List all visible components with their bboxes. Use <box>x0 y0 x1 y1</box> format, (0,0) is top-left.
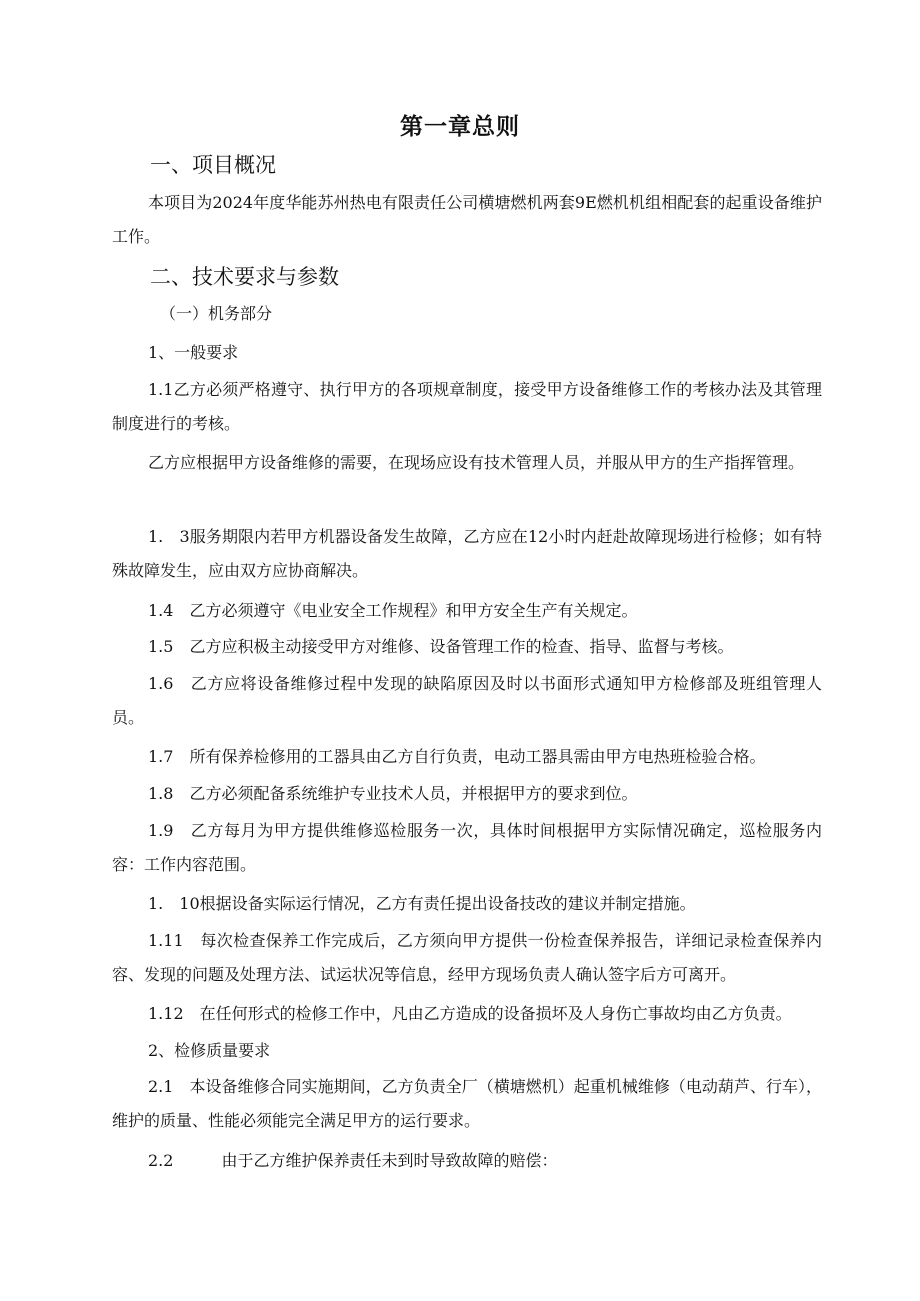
paragraph-project-overview: 本项目为2024年度华能苏州热电有限责任公司横塘燃机两套9E燃机机组相配套的起重设备维护工作。 <box>112 193 822 246</box>
item-heading-general-requirements: 1、一般要求 <box>148 343 239 362</box>
paragraph-1-12: 1.12 在任何形式的检修工作中，凡由乙方造成的设备损坏及人身伤亡事故均由乙方负责。 <box>148 1004 792 1023</box>
paragraph-1-6: 1.6 乙方应将设备维修过程中发现的缺陷原因及时以书面形式通知甲方检修部及班组管理人员。 <box>112 674 822 727</box>
paragraph-1-10: 1. 10根据设备实际运行情况，乙方有责任提出设备技改的建议并制定措施。 <box>148 894 696 913</box>
paragraph-1-2: 乙方应根据甲方设备维修的需要，在现场应设有技术管理人员，并服从甲方的生产指挥管理。 <box>148 453 805 472</box>
paragraph-1-3: 1. 3服务期限内若甲方机器设备发生故障，乙方应在12小时内赶赴故障现场进行检修；如有特殊故障发生，应由双方应协商解决。 <box>112 527 822 580</box>
paragraph-2-1: 2.1 本设备维修合同实施期间，乙方负责全厂（横塘燃机）起重机械维修（电动葫芦、行车），维护的质量、性能必须能完全满足甲方的运行要求。 <box>112 1077 822 1130</box>
paragraph-1-11: 1.11 每次检查保养工作完成后，乙方须向甲方提供一份检查保养报告，详细记录检查保养内容、发现的问题及处理方法、试运状况等信息，经甲方现场负责人确认签字后方可离开。 <box>112 931 822 984</box>
paragraph-2-2: 2.2 由于乙方维护保养责任未到时导致故障的赔偿： <box>148 1151 558 1170</box>
paragraph-1-7: 1.7 所有保养检修用的工器具由乙方自行负责，电动工器具需由甲方电热班检验合格。 <box>148 747 766 766</box>
paragraph-1-8: 1.8 乙方必须配备系统维护专业技术人员，并根据甲方的要求到位。 <box>148 784 638 803</box>
section-heading-technical-requirements: 二、技术要求与参数 <box>150 265 339 289</box>
paragraph-1-4: 1.4 乙方必须遵守《电业安全工作规程》和甲方安全生产有关规定。 <box>148 601 638 620</box>
paragraph-1-9: 1.9 乙方每月为甲方提供维修巡检服务一次，具体时间根据甲方实际情况确定，巡检服务内容：工作内容范围。 <box>112 821 822 874</box>
paragraph-1-5: 1.5 乙方应积极主动接受甲方对维修、设备管理工作的检查、指导、监督与考核。 <box>148 637 734 656</box>
section-heading-project-overview: 一、项目概况 <box>150 153 276 177</box>
paragraph-1-1: 1.1乙方必须严格遵守、执行甲方的各项规章制度，接受甲方设备维修工作的考核办法及其管理制度进行的考核。 <box>112 380 822 433</box>
subsection-heading-mechanical: （一）机务部分 <box>160 304 273 323</box>
chapter-title: 第一章总则 <box>400 114 520 140</box>
item-heading-quality-requirements: 2、检修质量要求 <box>148 1041 271 1060</box>
